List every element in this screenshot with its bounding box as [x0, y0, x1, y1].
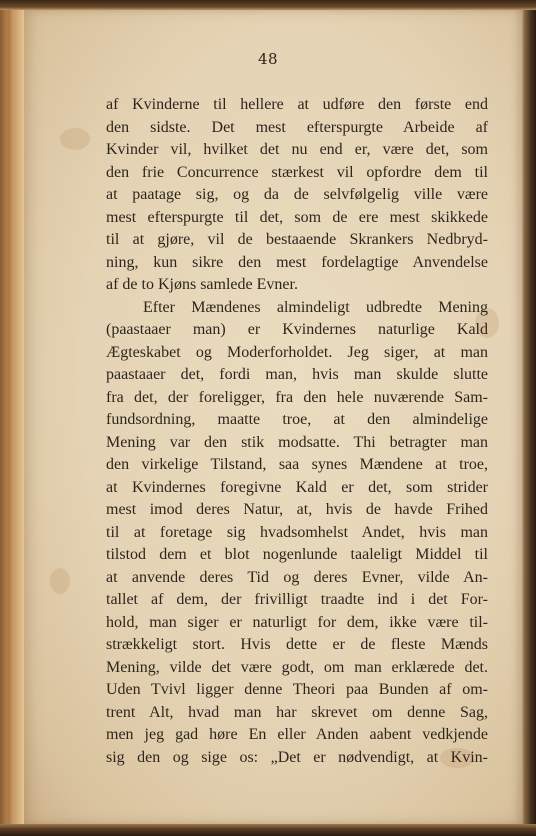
- book-spine-edge: [0, 0, 24, 836]
- text-line: ning, kun sikre den mest fordelagtige Anvendelse: [106, 253, 488, 271]
- text-line: til at gjøre, vil de bestaaende Skrankers Nedbryd-: [106, 231, 488, 248]
- paragraph-first-line: Efter Mændenes almindeligt udbredte Mening: [143, 298, 488, 316]
- text-line: af Kvinderne til hellere at udføre den første end: [106, 96, 488, 113]
- text-line: den sidste. Det mest efterspurgte Arbeide af: [106, 118, 488, 136]
- text-line: tilstod dem et blot nogenlunde taaleligt Middel til: [106, 546, 488, 563]
- text-line: Mening var den stik modsatte. Thi betragter man: [106, 433, 488, 451]
- text-line: fundsordning, maatte troe, at den almindelige: [106, 411, 488, 428]
- text-line: den virkelige Tilstand, saa synes Mændene at troe,: [106, 456, 488, 473]
- text-line: mest imod deres Natur, at, hvis de havde Frihed: [106, 501, 488, 518]
- text-line: at paatage sig, og da de selvfølgelig ville være: [106, 186, 488, 203]
- text-line: fra det, der foreligger, fra den hele nuværende Sam-: [106, 388, 488, 406]
- text-line: Kvinder vil, hvilket det nu end er, være det, som: [106, 141, 488, 158]
- text-line: Mening, vilde det være godt, om man erklærede det.: [106, 658, 488, 676]
- text-line: men jeg gad høre En eller Anden aabent vedkjende: [106, 726, 488, 743]
- text-line: Ægteskabet og Moderforholdet. Jeg siger, at man: [106, 343, 488, 361]
- text-line: den frie Concurrence stærkest vil opfordre dem til: [106, 163, 488, 181]
- text-line: mest efterspurgte til det, som de ere mest skikkede: [106, 208, 488, 226]
- page-number: 48: [257, 50, 279, 68]
- text-line: at anvende deres Tid og deres Evner, vilde An-: [106, 568, 488, 586]
- text-line: af de to Kjøns samlede Evner.: [106, 276, 298, 293]
- text-line: Uden Tvivl ligger denne Theori paa Bunden af om-: [106, 681, 488, 698]
- top-edge: [0, 0, 536, 10]
- bottom-edge: [0, 824, 536, 836]
- paper-stain: [60, 128, 90, 150]
- book-fore-edge: [522, 0, 536, 836]
- text-line: at Kvindernes foregivne Kald er det, som strider: [106, 478, 488, 496]
- text-line: trent Alt, hvad man har skrevet om denne Sag,: [106, 703, 488, 721]
- body-text: [106, 94, 488, 769]
- spine-shadow: [6, 0, 12, 836]
- text-line: hold, man siger er naturligt for dem, ikke være til-: [106, 613, 488, 631]
- paper-stain: [50, 568, 70, 594]
- text-line: tallet af dem, der frivilligt traadte ind i det For-: [106, 591, 488, 608]
- text-line: strækkeligt stort. Hvis dette er de fleste Mænds: [106, 636, 488, 653]
- text-line: til at foretage sig hvadsomhelst Andet, hvis man: [106, 523, 488, 541]
- text-line: paastaaer det, fordi man, hvis man skulde slutte: [106, 366, 488, 383]
- text-line: (paastaaer man) er Kvindernes naturlige Kald: [106, 321, 488, 338]
- text-line: sig den og sige os: „Det er nødvendigt, at Kvin-: [106, 748, 488, 766]
